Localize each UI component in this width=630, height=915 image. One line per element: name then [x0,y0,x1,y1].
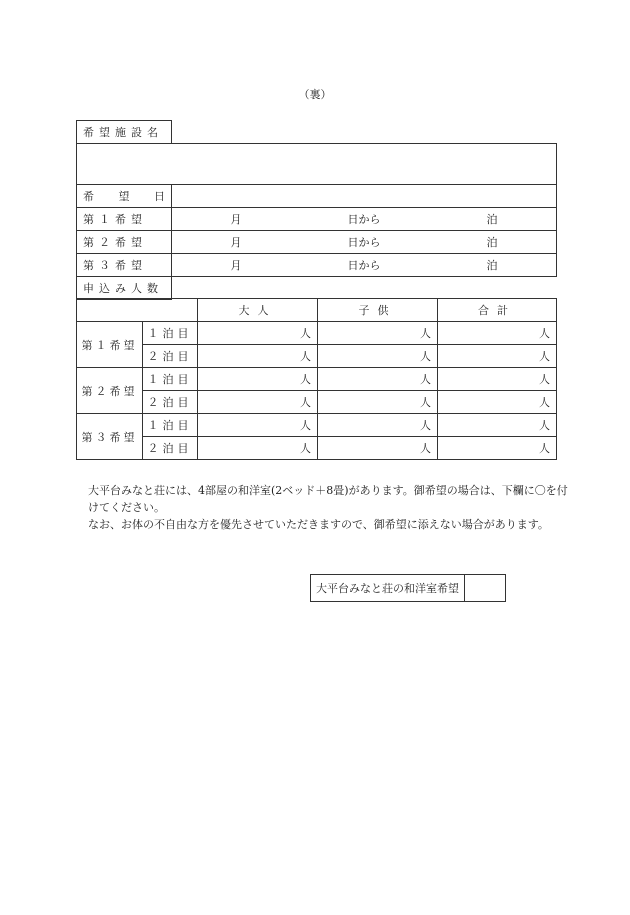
notice-paragraph-2: なお、お体の不自由な方を優先させていただきますので、御希望に添えない場合があります。 [88,518,549,531]
nights-label: 泊 [486,259,498,272]
adults-header: 大人 [198,299,318,322]
night-label: １泊目 [143,322,198,345]
adults-cell[interactable]: 人 [198,368,318,391]
total-cell[interactable]: 人 [438,437,557,460]
month-label: 月 [230,236,242,249]
date-row-3 [77,254,557,277]
group-label: 第２希望 [77,368,143,414]
adults-cell[interactable]: 人 [198,437,318,460]
children-cell[interactable]: 人 [318,368,438,391]
total-cell[interactable]: 人 [438,391,557,414]
desired-date-blank [172,185,557,208]
from-day-label: 日から [347,259,381,272]
facility-name-field[interactable] [77,144,557,185]
application-table [76,120,557,300]
adults-cell[interactable]: 人 [198,414,318,437]
date-row-fields[interactable] [172,254,557,277]
date-row-fields[interactable] [172,208,557,231]
headcount-table [76,298,557,460]
headcount-row [77,368,557,391]
headcount-row [77,322,557,345]
children-header: 子供 [318,299,438,322]
night-label: １泊目 [143,368,198,391]
headcount-row [77,437,557,460]
headcount-row [77,391,557,414]
children-cell[interactable]: 人 [318,345,438,368]
date-row-label: 第１希望 [77,208,172,231]
total-cell[interactable]: 人 [438,368,557,391]
total-cell[interactable]: 人 [438,345,557,368]
nights-label: 泊 [486,213,498,226]
group-label: 第１希望 [77,322,143,368]
japanese-western-room-request [310,574,506,602]
total-header: 合計 [438,299,557,322]
room-request-checkbox[interactable] [465,575,506,602]
adults-cell[interactable]: 人 [198,345,318,368]
date-row-label: 第２希望 [77,231,172,254]
desired-date-label: 希 望 日 [83,190,165,203]
night-label: ２泊目 [143,437,198,460]
headcount-row [77,345,557,368]
children-cell[interactable]: 人 [318,391,438,414]
nights-label: 泊 [486,236,498,249]
children-cell[interactable]: 人 [318,437,438,460]
night-label: １泊目 [143,414,198,437]
notice-paragraph-1: 大平台みなと荘には、4部屋の和洋室(2ベッド＋8畳)があります。御希望の場合は、下欄に〇を付けてください。 [88,484,568,514]
date-row-label: 第３希望 [77,254,172,277]
date-row-2 [77,231,557,254]
night-label: ２泊目 [143,391,198,414]
from-day-label: 日から [347,213,381,226]
children-cell[interactable]: 人 [318,414,438,437]
headcount-row [77,414,557,437]
month-label: 月 [230,259,242,272]
adults-cell[interactable]: 人 [198,391,318,414]
date-row-fields[interactable] [172,231,557,254]
month-label: 月 [230,213,242,226]
adults-cell[interactable]: 人 [198,322,318,345]
night-label: ２泊目 [143,345,198,368]
applicant-count-label: 申込み人数 [77,277,172,300]
from-day-label: 日から [347,236,381,249]
total-cell[interactable]: 人 [438,414,557,437]
group-label: 第３希望 [77,414,143,460]
children-cell[interactable]: 人 [318,322,438,345]
page-title: （裏） [298,88,332,101]
total-cell[interactable]: 人 [438,322,557,345]
room-request-label: 大平台みなと荘の和洋室希望 [311,575,465,602]
date-row-1 [77,208,557,231]
facility-name-label: 希望施設名 [77,121,172,144]
